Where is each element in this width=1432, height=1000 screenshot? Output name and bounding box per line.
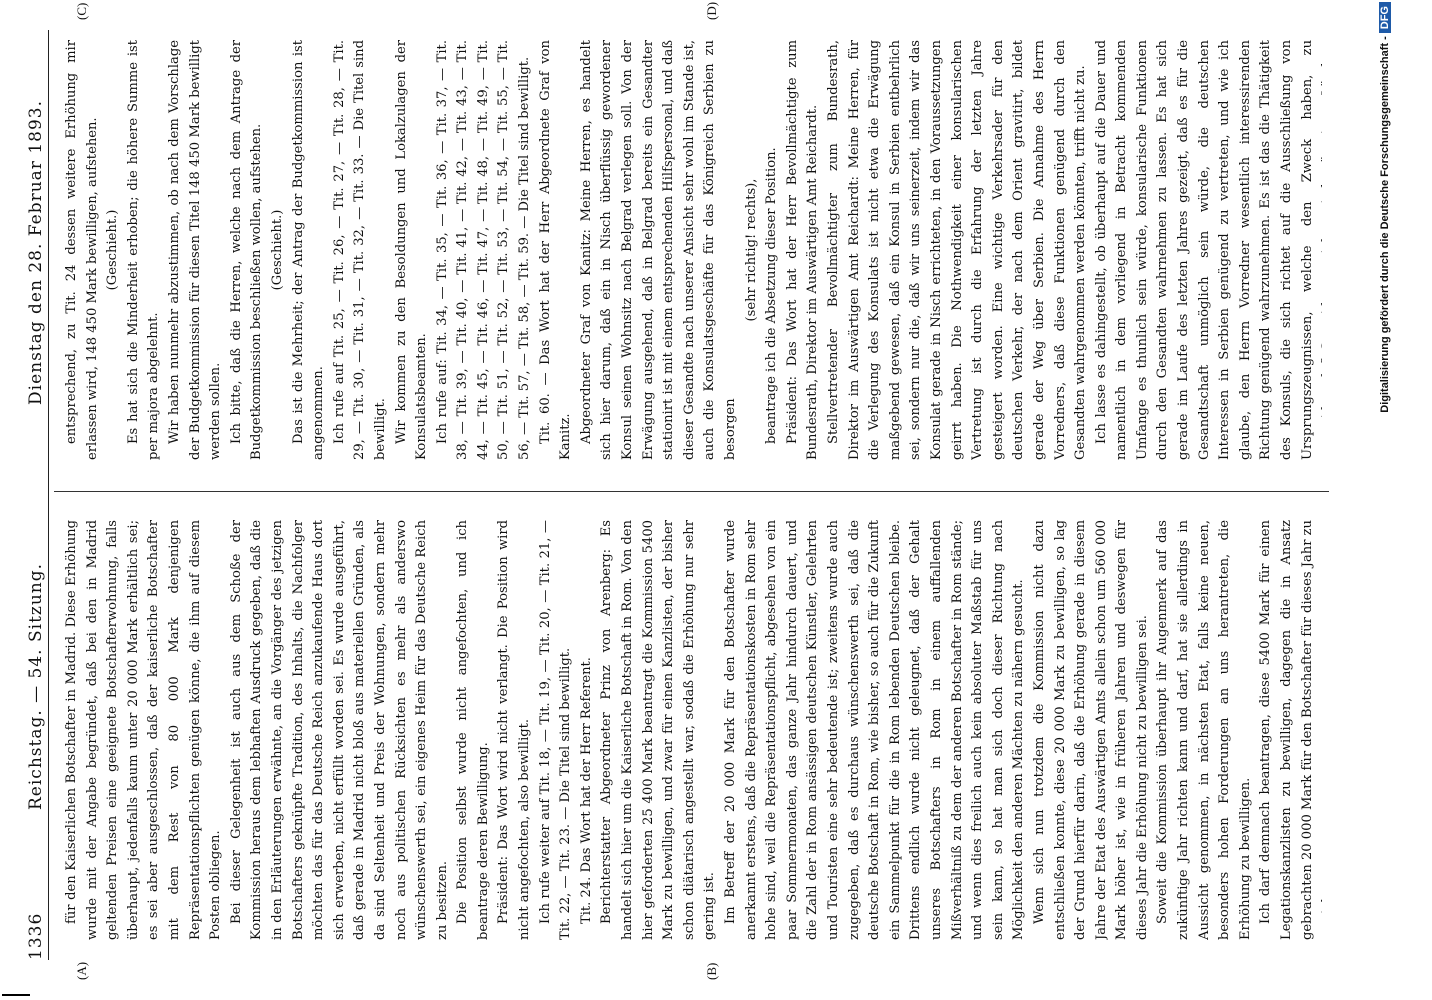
page-number: 1336: [26, 912, 46, 960]
paragraph: Wir kommen zu den Besoldungen und Lokalzulagen der Konsulatsbeamten.: [393, 40, 430, 460]
paragraph: für den Kaiserlichen Botschafter in Madrid. Diese Erhöhung wurde mit der Angabe begründet, daß bei den in Madrid geltenden Preisen eine geeignete Botschafterwohnung, falls überhaupt, jedenfalls kaum unter 20 000 Mark erhältlich sei; es sei aber ausgeschlossen, daß der kaiserliche Botschafter mit dem Rest von 80 000 Mark denjenigen Repräsentationspflichten genügen könne, die ihm auf diesem Posten obliegen.: [64, 520, 224, 940]
paragraph: Stellvertretender Bevollmächtigter zum Bundesrath, Direktor im Auswärtigen Amt Reichardt: Meine Herren, für die Verlegung des Konsulats ist nicht etwa die Erwägung maßgebend gewesen, daß ein Konsul in Serbien entbehrlich sei, sondern nur die, daß wir uns seinerzeit, indem wir das Konsulat gerade in Nisch errichteten, in den Voraussetzungen geirrt haben. Die Nothwendigkeit einer konsularischen Vertretung ist durch die Erfahrung der letzten Jahre gesteigert worden. Eine wichtige Verkehrsader für den deutschen Verkehr, der nach dem Orient gravitirt, bildet gerade der Weg über Serbien. Die Annahme des Herrn Vorredners, daß diese Funktionen genügend durch den Gesandten wahrgenommen werden könnten, trifft nicht zu.: [825, 40, 1089, 460]
stage-direction: (sehr richtig! rechts),: [743, 178, 759, 322]
margin-marker-a: (A): [74, 961, 89, 980]
paragraph: Ich lasse es dahingestellt, ob überhaupt auf die Dauer und namentlich in dem vorliegend in Betracht kommenden Umfange es thunlich sein würde, konsularische Funktionen durch den Gesandten wahrnehmen zu lassen. Es hat sich gerade im Laufe des letzten Jahres gezeigt, daß es für die Gesandtschaft unmöglich sein würde, die deutschen Interessen in Serbien genügend zu vertreten, und wie ich glaube, den Herrn Vorredner wesentlich interessirenden Richtung genügend wahrzunehmen. Es ist das die Thätigkeit des Konsuls, die sich richtet auf die Ausschließung von Ursprungszeugnissen, welche den Zweck haben, zu: [1093, 40, 1315, 460]
paragraph: Ich bitte, daß die Herren, welche nach dem Antrage der Budgetkommission beschließen wollen, aufstehen.: [228, 40, 265, 460]
stage-direction: (Geschieht.): [105, 209, 121, 291]
paragraph: Es hat sich die Minderheit erhoben; die höhere Summe ist per majora abgelehnt.: [125, 40, 162, 460]
paragraph: Die Position selbst wurde nicht angefochten, und ich beantrage deren Bewilligung.: [455, 520, 491, 940]
page-header: [26, 30, 49, 960]
dfg-logo: DFG: [1379, 2, 1391, 33]
paragraph: Ich rufe auf: Tit. 34, — Tit. 35, — Tit. 36, — Tit. 37, — Tit. 38, — Tit. 39, — Tit. 40, — Tit. 41, — Tit. 42, — Tit. 43, — Tit. 44, — Tit. 45, — Tit. 46, — Tit. 47, — Tit. 48, — Tit. 49, — Tit. 50, — Tit. 51, — Tit. 52, — Tit. 53, — Tit. 54, — Tit. 55, — Tit. 56, — Tit. 57, — Tit. 58, — Tit. 59. — Die Titel sind bewilligt.: [434, 40, 533, 460]
paragraph: Bei dieser Gelegenheit ist auch aus dem Schoße der Kommission heraus dem lebhaften Ausdruck gegeben, daß die in den Erläuterungen erwähnte, an die Vorgänger des jetzigen Botschafters geknüpfte Tradition, des Inhalts, die Nachfolger möchten das für das Deutsche Reich anzukaufende Haus dort sich erwerben, nicht erfüllt worden sei. Es wurde ausgeführt, daß gerade in Madrid nicht bloß aus materiellen Gründen, als da sind Seltenheit und Preis der Wohnungen, sondern mehr noch aus politischen Rücksichten es mehr als anderswo wünschenswerth sei, ein eigenes Heim für das Deutsche Reich zu besitzen.: [228, 520, 450, 940]
credit-text: Digitalisierung gefördert durch die Deutsche Forschungsgemeinschaft -: [1379, 36, 1391, 413]
rotated-page: [4, 0, 1409, 1000]
paragraph: Präsident: Das Wort wird nicht verlangt. Die Position wird nicht angefochten, also bewilligt.: [496, 520, 533, 940]
paragraph: Wenn sich nun trotzdem die Kommission nicht dazu entschließen konnte, diese 20 000 Mark zu bewilligen, so lag der Grund hierfür darin, daß die Erhöhung gerade in diesem Jahre der Etat des Auswärtigen Amts allein schon um 560 000 Mark höher ist, wie in früheren Jahren und deswegen für dieses Jahr die Erhöhung nicht zu bewilligen sei.: [1031, 520, 1150, 940]
paragraph: Im Betreff der 20 000 Mark für den Botschafter wurde anerkannt erstens, daß die Repräsentationskosten in Rom sehr hohe sind, weil die Repräsentationspflicht, abgesehen von ein paar Sommermonaten, das ganze Jahr hindurch dauert, und die Zahl der in Rom ansässigen deutschen Künstler, Gelehrten und Touristen eine sehr bedeutende ist; zweitens wurde auch zugegeben, daß es durchaus wünschenswerth sei, daß die deutsche Botschaft in Rom, wie bisher, so auch für die Zukunft ein Sammelpunkt für die in Rom lebenden Deutschen bleibe. Drittens endlich wurde nicht geleugnet, daß der Gehalt unseres Botschafters in Rom in einem auffallenden Mißverhältniß zu dem der anderen Botschafter in Rom stände; und wenn dies freilich auch kein absoluter Maßstab für uns sein kann, so hat man sich doch dieser Richtung nach Möglichkeit den anderen Mächten zu nähern gesucht.: [723, 520, 1027, 940]
paragraph: Ich rufe weiter auf Tit. 18, — Tit. 19, — Tit. 20, — Tit. 21, — Tit. 22, — Tit. 23. — Die Titel sind bewilligt.: [537, 520, 574, 940]
paragraph: Ich darf demnach beantragen, diese 5400 Mark für einen Legationskanzlisten zu bewilligen, dagegen die in Ansatz gebrachten 20 000 Mark für den Botschafter für dieses Jahr zu: [1258, 520, 1315, 940]
paragraph: beantrage ich die Absetzung dieser Position.: [764, 147, 780, 444]
column-divider: [54, 491, 1329, 492]
paragraph: Präsident: Das Wort hat der Herr Bevollmächtigte zum Bundesrath, Direktor im Auswärtigen Amt Reichardt.: [784, 40, 821, 460]
paragraph: Wir haben nunmehr abzustimmen, ob nach dem Vorschlage der Budgetkommission für diesen Titel 148 450 Mark bewilligt werden sollen.: [166, 40, 224, 460]
paragraph: Das ist die Mehrheit; der Antrag der Budgetkommission ist angenommen.: [290, 40, 327, 460]
scan-edge-mark: [2, 994, 30, 996]
session-date: Dienstag den 28. Februar 1893.: [26, 99, 46, 405]
paragraph: Soweit die Kommission überhaupt ihr Augenmerk auf das zukünftige Jahr richten kann und darf, hat sie allerdings in Aussicht genommen, in nächsten Etat, falls keine neuen, besonders hohen Forderungen an uns herantreten, die Erhöhung zu bewilligen.: [1155, 520, 1253, 940]
paragraph: Tit. 60. — Das Wort hat der Herr Abgeordnete Graf von Kanitz.: [537, 40, 574, 460]
margin-marker-d: (D): [704, 1, 719, 20]
digitization-credit: [1379, 0, 1391, 1000]
paragraph: entsprechend, zu Tit. 24 dessen weitere Erhöhung mir erlassen wird, 148 450 Mark bewilligen, aufstehen.: [64, 40, 100, 460]
paragraph: Tit. 24. Das Wort hat der Herr Referent.: [578, 657, 594, 924]
stage-direction: (Geschieht.): [269, 209, 285, 291]
paragraph: Abgeordneter Graf von Kanitz: Meine Herren, es handelt sich hier darum, daß ein in Nisch überflüssig gewordener Konsul seinen Wohnsitz nach Belgrad verlegen soll. Von der Erwägung ausgehend, daß in Belgrad bereits ein Gesandter stationirt ist mit einem entsprechenden Hilfspersonal, und daß dieser Gesandte nach unserer Ansicht sehr wohl im Stande ist, auch die Konsulatsgeschäfte für das Königreich Serbien zu besorgen: [578, 40, 738, 460]
session-title: Reichstag. — 54. Sitzung.: [26, 562, 46, 810]
margin-marker-b: (B): [704, 962, 719, 980]
paragraph: Berichterstatter Abgeordneter Prinz von Arenberg: Es handelt sich hier um die Kaiserliche Botschaft in Rom. Von den hier geforderten 25 400 Mark beantragt die Kommission 5400 Mark zu bewilligen, und zwar für einen Kanzlisten, der bisher schon diätarisch angestellt war, sodaß die Erhöhung nur sehr gering ist.: [599, 520, 718, 940]
paragraph: Ich rufe auf Tit. 25, — Tit. 26, — Tit. 27, — Tit. 28, — Tit. 29, — Tit. 30, — Tit. 31, — Tit. 32, — Tit. 33. — Die Titel sind bewilligt.: [331, 40, 388, 460]
text-column-right: [62, 40, 1322, 460]
margin-marker-c: (C): [74, 2, 89, 20]
text-column-left: [62, 520, 1322, 940]
